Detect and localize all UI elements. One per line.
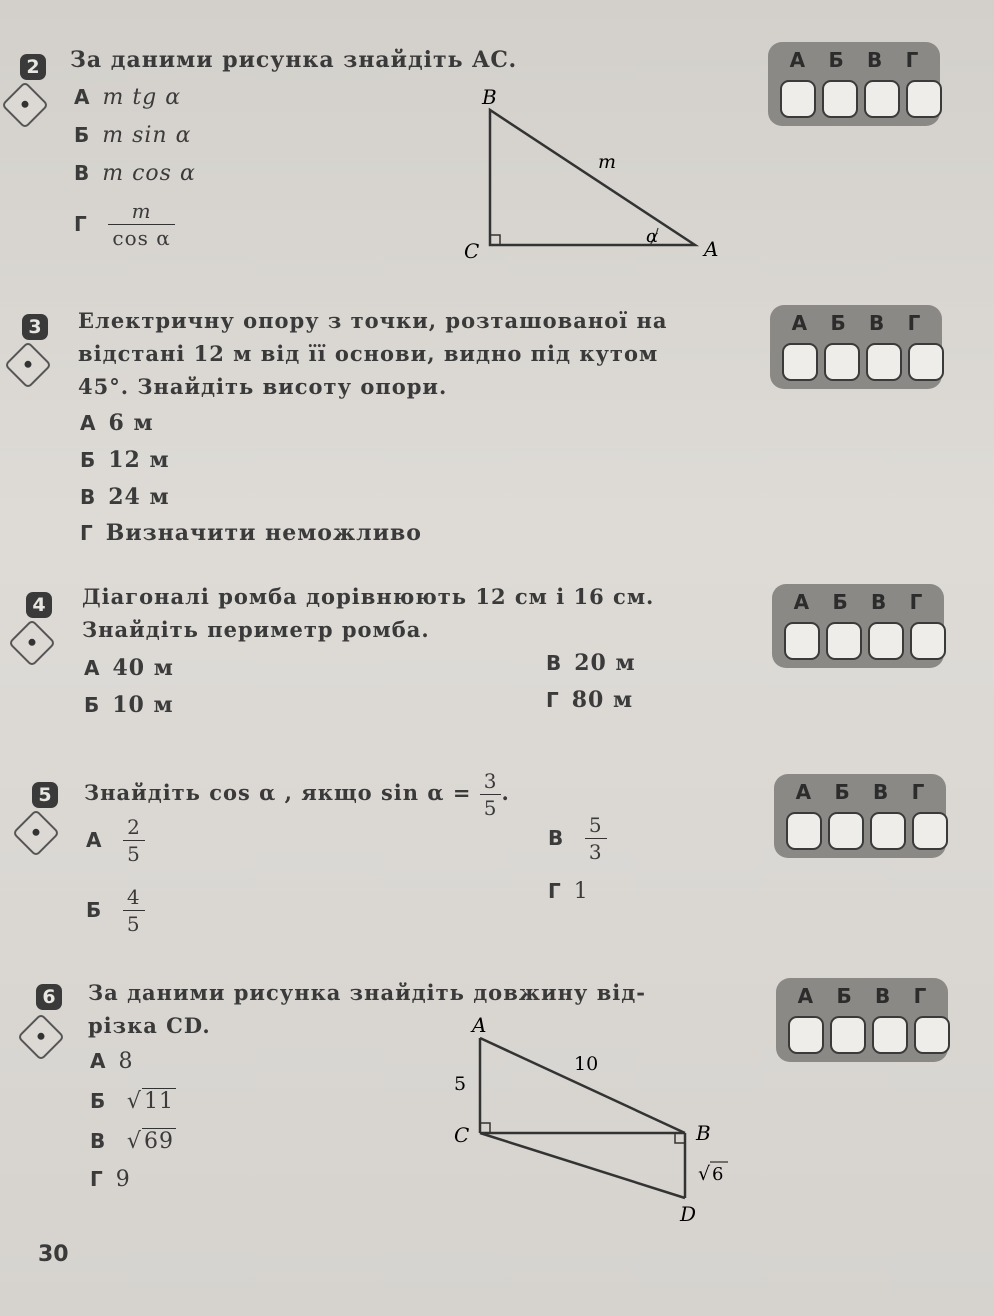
option-a[interactable]: А m tg α [74, 85, 182, 110]
task-number: 5 [32, 782, 58, 808]
label-c: C [464, 239, 480, 263]
label-m: m [598, 151, 617, 173]
answer-cell-a[interactable] [782, 343, 818, 381]
answer-cell-a[interactable] [784, 622, 820, 660]
option-c[interactable]: В 20 м [546, 650, 636, 676]
sqrt-expression: √69 [126, 1129, 174, 1154]
label-c: C [454, 1123, 470, 1147]
question-text: Знайдіть cos α , якщо sin α = $\frac{3}{5}$ . [84, 769, 510, 820]
question-text: За даними рисунка знайдіть AC. [70, 47, 518, 73]
question-text: Електричну опору з точки, розташованої на відстані 12 м від її основи, видно під кутом 45°. Знайдіть висоту опори. [78, 308, 668, 399]
answer-cell-b[interactable] [826, 622, 862, 660]
option-a[interactable]: А 6 м [80, 410, 154, 436]
sqrt-expression: √11 [126, 1089, 174, 1114]
answer-cell-b[interactable] [828, 812, 864, 850]
option-b[interactable]: Б 12 м [80, 447, 170, 473]
answer-cell-d[interactable] [914, 1016, 950, 1054]
answer-cell-a[interactable] [780, 80, 816, 118]
right-angle-mark-b [675, 1133, 685, 1143]
label-ab-length: 10 [574, 1053, 599, 1075]
option-b[interactable]: Б √11 [90, 1089, 174, 1114]
task-number: 2 [20, 54, 46, 80]
triangle-abc [490, 110, 695, 245]
option-d[interactable]: Г 1 [548, 879, 589, 904]
page-number: 30 [38, 1242, 69, 1267]
option-b[interactable]: Б $\frac{4}{5}$ [86, 884, 145, 937]
option-b[interactable]: Б 10 м [84, 692, 174, 718]
answer-cell-c[interactable] [870, 812, 906, 850]
right-angle-mark [490, 235, 500, 245]
label-alpha: α [646, 226, 659, 247]
svg-text:6: 6 [712, 1164, 724, 1185]
option-b[interactable]: Б m sin α [74, 123, 192, 148]
triangle-figure [450, 80, 750, 270]
answer-box: А Б В Г [772, 584, 944, 668]
label-a: A [704, 237, 719, 261]
difficulty-dot-icon [17, 1013, 65, 1061]
answer-cell-d[interactable] [908, 343, 944, 381]
segment-cd [480, 1133, 685, 1198]
svg-text:√: √ [698, 1163, 711, 1185]
answer-cell-a[interactable] [786, 812, 822, 850]
difficulty-dot-icon [1, 81, 49, 129]
difficulty-dot-icon [12, 809, 60, 857]
question-text: За даними рисунка знайдіть довжину від- різка CD. [88, 980, 646, 1038]
label-a: A [472, 1013, 487, 1037]
fraction: $\frac{2}{5}$ [123, 814, 145, 867]
answer-box: А Б В Г [776, 978, 948, 1062]
answer-cell-d[interactable] [910, 622, 946, 660]
quadrilateral-figure [440, 1008, 760, 1228]
answer-cell-a[interactable] [788, 1016, 824, 1054]
answer-cell-b[interactable] [824, 343, 860, 381]
option-c[interactable]: В √69 [90, 1129, 174, 1154]
answer-cell-b[interactable] [822, 80, 858, 118]
option-d[interactable]: Г 9 [90, 1167, 131, 1192]
answer-cell-d[interactable] [906, 80, 942, 118]
fraction: $\frac{m}{\text{cos α}}$ [108, 198, 174, 251]
fraction: $\frac{3}{5}$ [480, 768, 502, 821]
option-d[interactable]: Г 80 м [546, 687, 634, 713]
difficulty-dot-icon [4, 341, 52, 389]
option-d[interactable]: Г $\frac{m}{\text{cos α}}$ [74, 198, 175, 251]
option-a[interactable]: А $\frac{2}{5}$ [86, 814, 145, 867]
task-number: 4 [26, 592, 52, 618]
option-c[interactable]: В m cos α [74, 161, 196, 186]
label-ac-length: 5 [454, 1073, 467, 1095]
right-angle-mark-c [480, 1123, 490, 1133]
label-d: D [680, 1202, 697, 1226]
task-number: 3 [22, 314, 48, 340]
difficulty-dot-icon [8, 619, 56, 667]
option-c[interactable]: В 24 м [80, 484, 170, 510]
answer-cell-c[interactable] [866, 343, 902, 381]
label-b: B [482, 85, 497, 109]
fraction: $\frac{5}{3}$ [585, 812, 607, 865]
answer-box: А Б В Г [768, 42, 940, 126]
option-c[interactable]: В $\frac{5}{3}$ [548, 812, 607, 865]
label-b: B [696, 1121, 711, 1145]
answer-cell-c[interactable] [872, 1016, 908, 1054]
fraction: $\frac{4}{5}$ [123, 884, 145, 937]
label-bd-length [698, 1162, 728, 1185]
answer-cell-c[interactable] [868, 622, 904, 660]
option-a[interactable]: А 40 м [84, 655, 174, 681]
answer-box: А Б В Г [774, 774, 946, 858]
answer-cell-b[interactable] [830, 1016, 866, 1054]
task-number: 6 [36, 984, 62, 1010]
answer-cell-c[interactable] [864, 80, 900, 118]
answer-cell-d[interactable] [912, 812, 948, 850]
question-text: Діагоналі ромба дорівнюють 12 см і 16 см. Знайдіть периметр ромба. [82, 584, 655, 642]
option-d[interactable]: Г Визначити неможливо [80, 520, 422, 546]
option-a[interactable]: А 8 [90, 1049, 134, 1074]
answer-box: А Б В Г [770, 305, 942, 389]
